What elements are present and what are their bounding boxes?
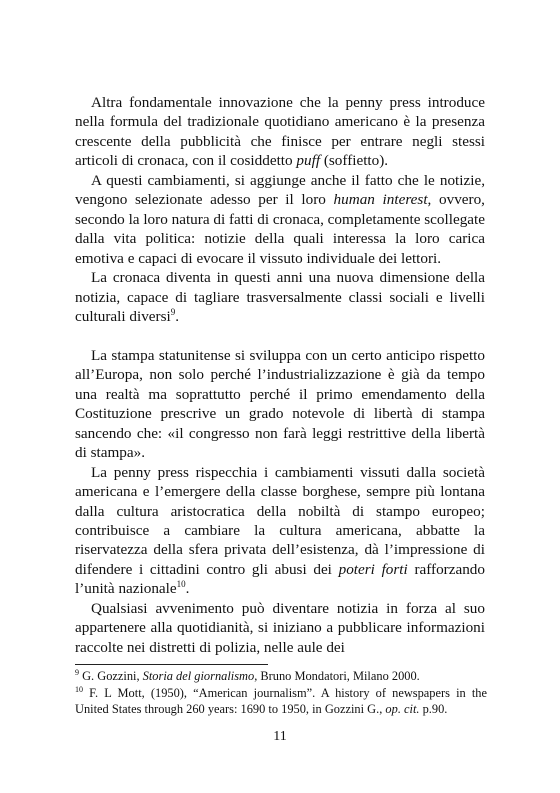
paragraph-5 [75, 463, 485, 599]
footnote-9-title: Storia del giornalismo [142, 669, 255, 683]
footnotes [75, 668, 487, 718]
paragraph-1 [75, 93, 485, 171]
paragraph-5-text: La penny press rispecchia i cambiamenti vissuti dalla società americana e l’emergere della classe borghese, sempre più lontana dalla cultura aristocratica della nobiltà di stampo europeo; contribuisce a cambiare la cultura americana, abbatte la riservatezza della sfera privata dell’esistenza, dà l’impressione di difendere i cittadini contro gli abusi dei [75, 463, 485, 578]
paragraph-4-text: La stampa statunitense si sviluppa con un certo anticipo rispetto all’Europa, non solo perché l’industrializzazione è già da tempo una realtà ma soprattutto perché il primo emendamento della Costituzione prescrive un grado notevole di libertà di stampa sancendo che: «il congresso non farà leggi restrittive della libertà di stampa». [75, 346, 485, 462]
footnote-10-number: 10 [75, 684, 83, 694]
footnote-ref-9[interactable]: 9 [170, 306, 176, 317]
footnote-10-text: F. L Mott, (1950), “American journalism”. A history of newspapers in the United States through 260 years: 1690 to 1950, in Gozzini G., [75, 685, 487, 716]
footnote-9 [75, 668, 487, 685]
page-body [75, 93, 485, 657]
paragraph-2-emphasis: human interest [333, 191, 428, 209]
paragraph-3-text-end: . [175, 307, 180, 325]
paragraph-1-emphasis: puff [296, 152, 321, 170]
footnote-divider [75, 664, 268, 665]
paragraph-6 [75, 599, 485, 657]
footnote-9-number: 9 [75, 668, 79, 677]
paragraph-1-text-end: (soffietto). [320, 152, 389, 170]
footnote-9-text: G. Gozzini, [79, 669, 143, 683]
paragraph-3-text: La cronaca diventa in questi anni una nuova dimensione della notizia, capace di tagliare trasversalmente classi sociali e livelli culturali diversi [75, 269, 485, 325]
paragraph-4 [75, 346, 485, 463]
paragraph-6-text: Qualsiasi avvenimento può diventare notizia in forza al suo appartenere alla quotidianità, si iniziano a pubblicare informazioni raccolte nei distretti di polizia, nelle aule dei [75, 599, 485, 656]
paragraph-5-text-mid: rafforzando l’unità nazionale [75, 560, 485, 598]
paragraph-gap [75, 326, 485, 346]
paragraph-5-text-end: . [185, 580, 190, 598]
footnote-10-text-end: p.90. [419, 702, 448, 716]
footnote-10 [75, 685, 487, 718]
paragraph-1-text: Altra fondamentale innovazione che la penny press introduce nella formula del tradizionale quotidiano americano è la presenza crescente della pubblicità che finisce per entrare negli stessi articoli di cronaca, con il cosiddetto [75, 94, 485, 170]
paragraph-2-text-end: , ovvero, secondo la loro natura di fatti di cronaca, completamente scollegate dalla vita politica: notizie della quali interessa la loro carica emotiva e capaci di evocare il vissuto individuale dei lettori. [75, 191, 485, 267]
footnote-9-text-end: , Bruno Mondatori, Milano 2000. [254, 669, 420, 683]
footnote-ref-10[interactable]: 10 [176, 579, 186, 590]
paragraph-3 [75, 268, 485, 326]
page-number: 11 [273, 729, 287, 744]
footnote-10-citation: op. cit. [385, 702, 420, 716]
paragraph-2-text: A questi cambiamenti, si aggiunge anche il fatto che le notizie, vengono selezionate adesso per il loro [75, 171, 485, 209]
paragraph-2 [75, 171, 485, 268]
paragraph-5-emphasis: poteri forti [338, 560, 408, 578]
